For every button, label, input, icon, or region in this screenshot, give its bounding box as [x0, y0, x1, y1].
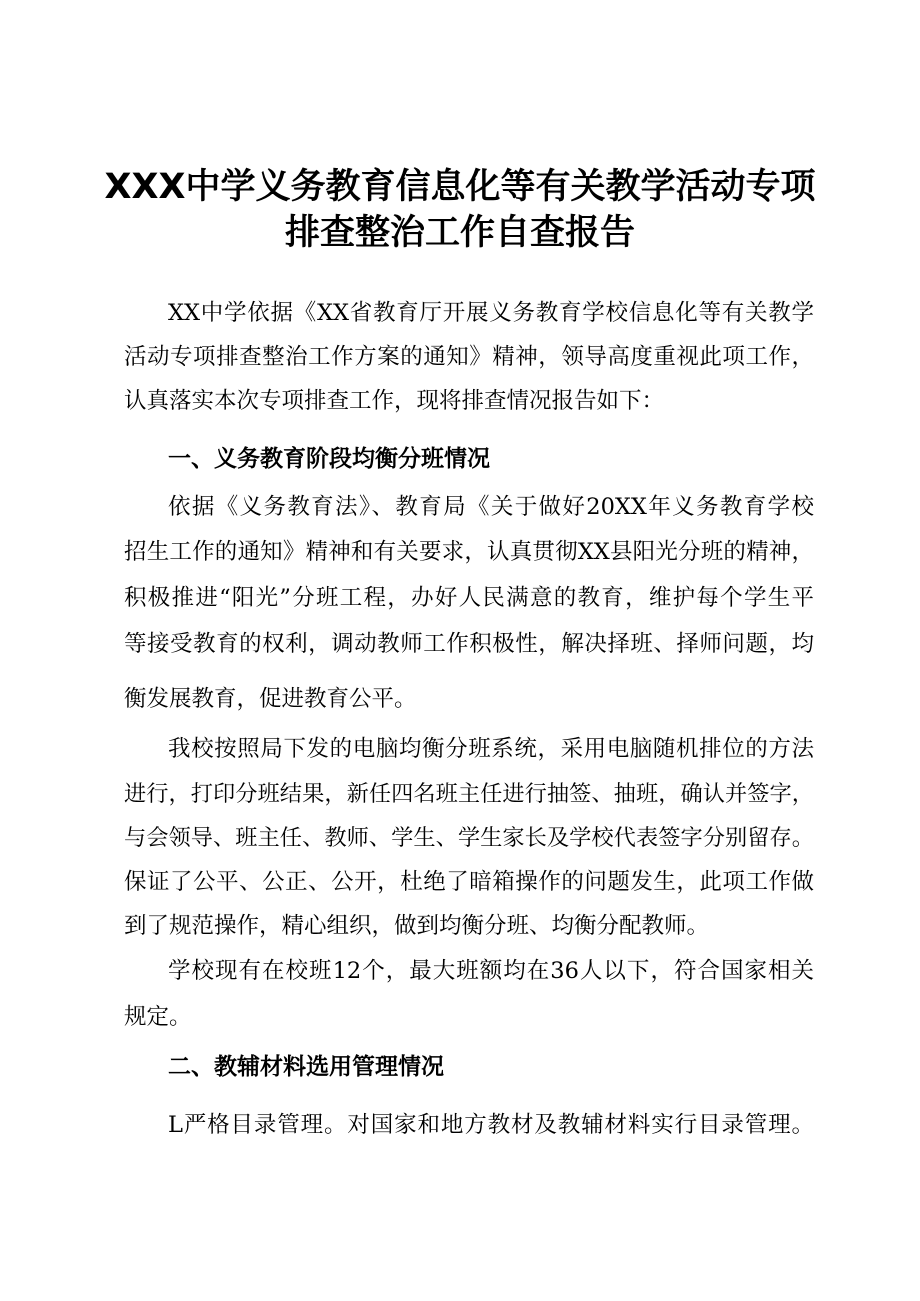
section-1-para-2-line-4: 保证了公平、公正、公开，杜绝了暗箱操作的问题发生，此项工作做 [124, 869, 814, 895]
section-1-para-2-line-1: 我校按照局下发的电脑均衡分班系统，采用电脑随机排位的方法 [168, 736, 814, 762]
section-1-para-1-line-3: 积极推进“阳光”分班工程，办好人民满意的教育，维护每个学生平 [124, 585, 814, 611]
intro-line-3: 认真落实本次专项排查工作，现将排查情况报告如下： [124, 388, 665, 414]
section-2-heading: 二、教辅材料选用管理情况 [168, 1054, 444, 1080]
intro-line-2: 活动专项排查整治工作方案的通知》精神，领导高度重视此项工作， [124, 344, 814, 370]
section-1-para-1-line-4: 等接受教育的权利，调动教师工作积极性，解决择班、择师问题，均 [124, 631, 814, 657]
section-1-para-2-line-2: 进行，打印分班结果，新任四名班主任进行抽签、抽班，确认并签字， [124, 781, 814, 807]
document-title-line-1: XXX中学义务教育信息化等有关教学活动专项 [104, 167, 816, 207]
section-1-para-3-line-1: 学校现有在校班12个，最大班额均在36人以下，符合国家相关 [168, 958, 814, 984]
section-1-para-1-line-1: 依据《义务教育法》、教育局《关于做好20XX年义务教育学校 [168, 494, 814, 520]
section-1-para-3-line-2: 规定。 [124, 1004, 192, 1030]
document-title-line-2: 排查整治工作自查报告 [284, 213, 635, 253]
section-2-para-1-line-1: L严格目录管理。对国家和地方教材及教辅材料实行目录管理。 [168, 1112, 814, 1138]
section-1-heading: 一、义务教育阶段均衡分班情况 [168, 446, 490, 472]
section-1-para-1-line-5: 衡发展教育，促进教育公平。 [124, 686, 417, 712]
section-1-para-1-line-2: 招生工作的通知》精神和有关要求，认真贯彻XX县阳光分班的精神， [124, 539, 814, 565]
section-1-para-2-line-5: 到了规范操作，精心组织，做到均衡分班、均衡分配教师。 [124, 913, 710, 939]
intro-line-1: XX中学依据《XX省教育厅开展义务教育学校信息化等有关教学 [168, 300, 814, 326]
section-1-para-2-line-3: 与会领导、班主任、教师、学生、学生家长及学校代表签字分别留存。 [124, 825, 814, 851]
